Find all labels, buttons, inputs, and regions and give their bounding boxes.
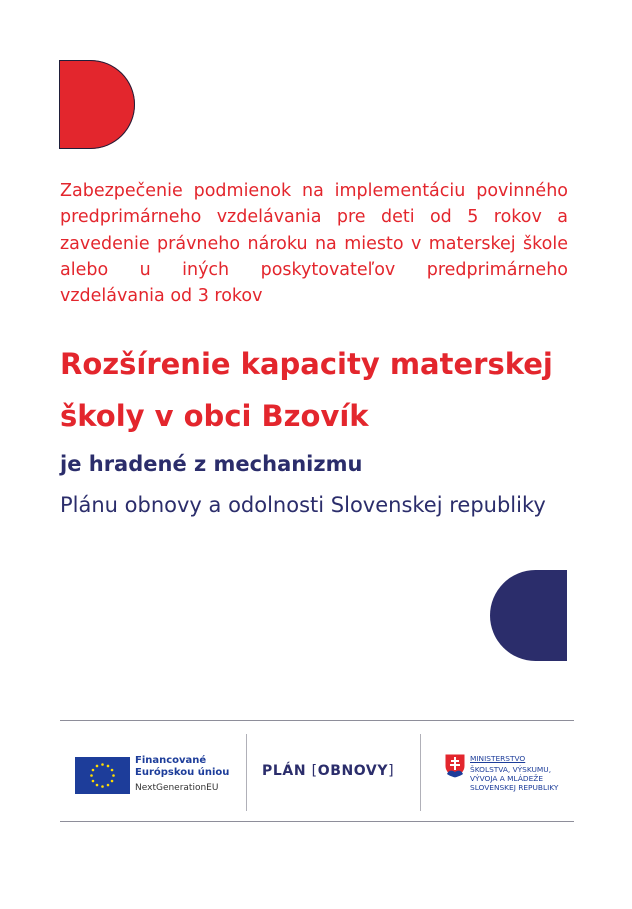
slovak-coat-of-arms-icon <box>444 753 466 778</box>
eu-star <box>90 774 93 777</box>
eu-star <box>92 769 95 772</box>
eu-star <box>112 774 115 777</box>
funding-statement: Plánu obnovy a odolnosti Slovenskej republiky <box>60 493 546 517</box>
plan-obnovy-logo <box>262 761 412 781</box>
project-title: Rozšírenie kapacity materskej školy v obci Bzovík <box>60 347 553 433</box>
bracket-open: [ <box>311 763 318 779</box>
footer-bottom-divider <box>60 821 574 822</box>
eu-star <box>92 780 95 783</box>
ministry-text-line: VÝVOJA A MLÁDEŽE <box>470 774 543 783</box>
ministry-logo <box>470 754 580 792</box>
eu-text-line: Financované <box>135 755 207 766</box>
ministry-text-line: ŠKOLSTVA, VÝSKUMU, <box>470 765 552 774</box>
ministry-text-line: MINISTERSTVO <box>470 754 526 763</box>
project-description: Zabezpečenie podmienok na implementáciu povinného predprimárneho vzdelávania pre deti od 5 rokov a zavedenie právneho nároku na miesto v materskej škole alebo u iných poskytovateľov predprimárneho vzdelávania od 3 rokov <box>60 181 568 307</box>
eu-star <box>96 765 99 768</box>
eu-star <box>107 784 110 787</box>
eu-star <box>101 763 104 766</box>
red-half-circle-decoration <box>59 60 135 149</box>
eu-stars-icon <box>75 757 130 794</box>
plan-word: PLÁN <box>262 763 307 779</box>
footer-top-divider <box>60 720 574 721</box>
footer-separator <box>246 734 247 811</box>
eu-funding-logo <box>135 755 245 796</box>
eu-text-line: Európskou úniou <box>135 767 230 778</box>
eu-star <box>107 765 110 768</box>
footer-separator <box>420 734 421 811</box>
obnovy-word: OBNOVY <box>317 763 389 779</box>
bracket-close: ] <box>388 763 395 779</box>
ministry-text-line: SLOVENSKEJ REPUBLIKY <box>470 783 559 792</box>
eu-star <box>111 780 114 783</box>
eu-text-line: NextGenerationEU <box>135 783 219 793</box>
eu-flag-icon <box>75 757 130 794</box>
funding-statement-bold: je hradené z mechanizmu <box>60 452 363 476</box>
eu-star <box>101 785 104 788</box>
navy-half-circle-decoration <box>490 570 567 661</box>
eu-star <box>111 769 114 772</box>
eu-star <box>96 784 99 787</box>
